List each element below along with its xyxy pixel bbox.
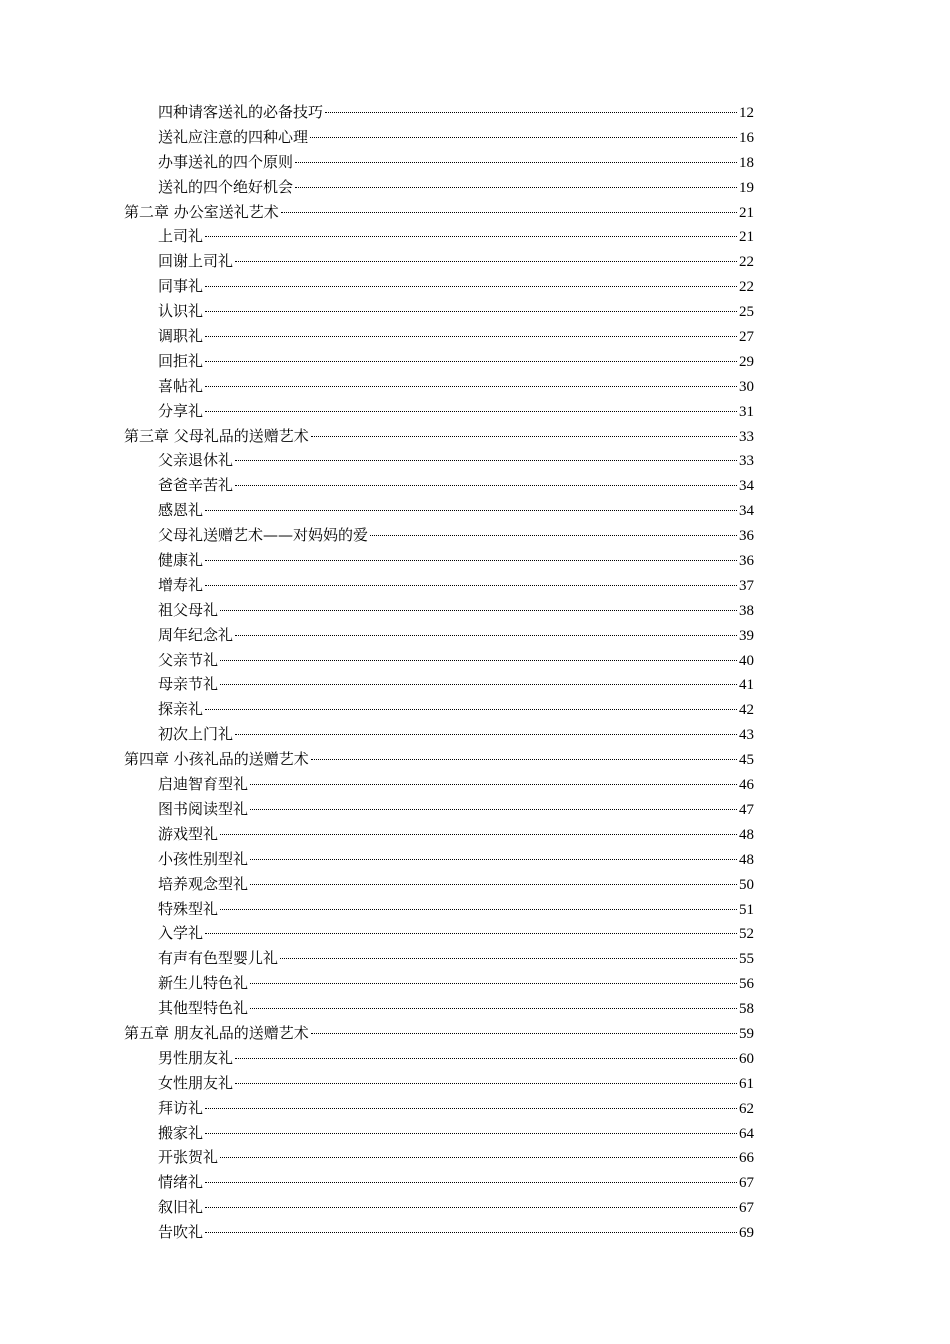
toc-section-entry[interactable] (124, 125, 754, 150)
toc-page-number: 60 (739, 1050, 754, 1067)
toc-chapter-entry[interactable] (124, 1021, 754, 1046)
toc-page-number: 48 (739, 826, 754, 843)
toc-entry-title: 送礼的四个绝好机会 (158, 177, 294, 196)
toc-dot-leader (205, 411, 737, 412)
toc-section-entry[interactable] (124, 1195, 754, 1220)
toc-dot-leader (295, 162, 737, 163)
toc-page-number: 51 (739, 901, 754, 918)
toc-page-number: 22 (739, 279, 754, 296)
toc-entry-title: 叙旧礼 (158, 1198, 204, 1217)
toc-entry-title: 女性朋友礼 (158, 1073, 234, 1092)
toc-entry-title: 小孩性别型礼 (158, 849, 249, 868)
toc-page-number: 19 (739, 179, 754, 196)
toc-page-number: 67 (739, 1175, 754, 1192)
toc-entry-title: 周年纪念礼 (158, 625, 234, 644)
toc-dot-leader (235, 460, 737, 461)
toc-section-entry[interactable] (124, 697, 754, 722)
toc-entry-title: 四种请客送礼的必备技巧 (158, 103, 324, 121)
toc-entry-title: 调职礼 (158, 327, 204, 346)
toc-dot-leader (205, 585, 737, 586)
toc-dot-leader (235, 1083, 737, 1084)
toc-dot-leader (250, 884, 737, 885)
toc-section-entry[interactable] (124, 523, 754, 548)
toc-dot-leader (205, 1207, 737, 1208)
toc-page-number: 45 (739, 752, 754, 769)
toc-dot-leader (310, 137, 737, 138)
toc-dot-leader (220, 610, 737, 611)
toc-dot-leader (205, 311, 737, 312)
toc-dot-leader (250, 983, 737, 984)
toc-dot-leader (220, 1157, 737, 1158)
toc-entry-title: 第三章 父母礼品的送赠艺术 (124, 426, 309, 445)
toc-dot-leader (205, 336, 737, 337)
toc-section-entry[interactable] (124, 1121, 754, 1146)
toc-dot-leader (280, 958, 737, 959)
toc-section-entry[interactable] (124, 299, 754, 324)
toc-dot-leader (205, 933, 737, 934)
toc-page-number: 47 (739, 801, 754, 818)
toc-section-entry[interactable] (124, 573, 754, 598)
toc-page-number: 41 (739, 677, 754, 694)
toc-entry-title: 情绪礼 (158, 1173, 204, 1192)
toc-dot-leader (205, 386, 737, 387)
toc-section-entry[interactable] (124, 897, 754, 922)
toc-page-number: 42 (739, 702, 754, 719)
toc-entry-title: 有声有色型婴儿礼 (158, 949, 279, 968)
toc-entry-title: 新生儿特色礼 (158, 974, 249, 993)
toc-dot-leader (250, 859, 737, 860)
toc-section-entry[interactable] (124, 1046, 754, 1071)
toc-section-entry[interactable] (124, 1145, 754, 1170)
toc-chapter-entry[interactable] (124, 424, 754, 449)
toc-section-entry[interactable] (124, 722, 754, 747)
toc-page-number: 39 (739, 627, 754, 644)
toc-page-number: 12 (739, 105, 754, 121)
toc-page-number: 61 (739, 1075, 754, 1092)
table-of-contents (124, 100, 754, 1245)
toc-section-entry[interactable] (124, 100, 754, 125)
toc-dot-leader (205, 510, 737, 511)
toc-page-number: 48 (739, 851, 754, 868)
toc-page-number: 22 (739, 254, 754, 271)
toc-dot-leader (205, 286, 737, 287)
toc-dot-leader (281, 212, 737, 213)
toc-section-entry[interactable] (124, 374, 754, 399)
toc-section-entry[interactable] (124, 324, 754, 349)
toc-entry-title: 母亲节礼 (158, 675, 219, 694)
toc-section-entry[interactable] (124, 971, 754, 996)
toc-section-entry[interactable] (124, 1170, 754, 1195)
toc-entry-title: 父母礼送赠艺术——对妈妈的爱 (158, 526, 369, 545)
toc-page-number: 36 (739, 553, 754, 570)
toc-page-number: 52 (739, 926, 754, 943)
toc-section-entry[interactable] (124, 921, 754, 946)
toc-section-entry[interactable] (124, 598, 754, 623)
toc-page-number: 67 (739, 1200, 754, 1217)
toc-entry-title: 感恩礼 (158, 501, 204, 520)
toc-section-entry[interactable] (124, 822, 754, 847)
toc-page-number: 59 (739, 1025, 754, 1042)
toc-dot-leader (235, 1058, 737, 1059)
toc-entry-title: 增寿礼 (158, 575, 204, 594)
toc-section-entry[interactable] (124, 150, 754, 175)
toc-dot-leader (220, 909, 737, 910)
toc-section-entry[interactable] (124, 996, 754, 1021)
toc-dot-leader (205, 1182, 737, 1183)
toc-entry-title: 认识礼 (158, 302, 204, 321)
toc-page-number: 27 (739, 329, 754, 346)
toc-section-entry[interactable] (124, 473, 754, 498)
toc-entry-title: 开张贺礼 (158, 1148, 219, 1167)
toc-dot-leader (250, 809, 737, 810)
toc-entry-title: 第四章 小孩礼品的送赠艺术 (124, 750, 309, 769)
toc-section-entry[interactable] (124, 1071, 754, 1096)
toc-entry-title: 初次上门礼 (158, 725, 234, 744)
toc-dot-leader (311, 436, 737, 437)
toc-dot-leader (205, 1108, 737, 1109)
toc-dot-leader (205, 709, 737, 710)
toc-page-number: 46 (739, 777, 754, 794)
toc-page-number: 29 (739, 353, 754, 370)
toc-section-entry[interactable] (124, 249, 754, 274)
toc-section-entry[interactable] (124, 946, 754, 971)
toc-entry-title: 同事礼 (158, 277, 204, 296)
toc-entry-title: 男性朋友礼 (158, 1048, 234, 1067)
toc-entry-title: 告吹礼 (158, 1223, 204, 1242)
toc-entry-title: 健康礼 (158, 551, 204, 570)
toc-section-entry[interactable] (124, 797, 754, 822)
toc-page-number: 36 (739, 528, 754, 545)
toc-dot-leader (205, 236, 737, 237)
toc-entry-title: 其他型特色礼 (158, 999, 249, 1018)
toc-page-number: 58 (739, 1001, 754, 1018)
toc-entry-title: 探亲礼 (158, 700, 204, 719)
toc-page-number: 18 (739, 154, 754, 171)
toc-entry-title: 上司礼 (158, 227, 204, 246)
toc-entry-title: 爸爸辛苦礼 (158, 476, 234, 495)
toc-chapter-entry[interactable] (124, 747, 754, 772)
toc-section-entry[interactable] (124, 623, 754, 648)
toc-dot-leader (370, 535, 737, 536)
toc-dot-leader (250, 784, 737, 785)
toc-dot-leader (220, 684, 737, 685)
toc-page-number: 21 (739, 229, 754, 246)
toc-section-entry[interactable] (124, 224, 754, 249)
toc-page-number: 34 (739, 478, 754, 495)
toc-entry-title: 第五章 朋友礼品的送赠艺术 (124, 1023, 309, 1042)
toc-section-entry[interactable] (124, 274, 754, 299)
toc-page-number: 30 (739, 378, 754, 395)
toc-entry-title: 特殊型礼 (158, 899, 219, 918)
toc-entry-title: 办事送礼的四个原则 (158, 152, 294, 171)
toc-entry-title: 回拒礼 (158, 351, 204, 370)
toc-page-number: 55 (739, 951, 754, 968)
toc-entry-title: 父亲退休礼 (158, 451, 234, 470)
toc-entry-title: 图书阅读型礼 (158, 799, 249, 818)
toc-page-number: 25 (739, 304, 754, 321)
toc-dot-leader (220, 660, 737, 661)
toc-dot-leader (205, 560, 737, 561)
toc-entry-title: 父亲节礼 (158, 650, 219, 669)
toc-section-entry[interactable] (124, 548, 754, 573)
toc-dot-leader (311, 759, 737, 760)
toc-entry-title: 搬家礼 (158, 1123, 204, 1142)
toc-dot-leader (235, 635, 737, 636)
toc-entry-title: 祖父母礼 (158, 600, 219, 619)
toc-page-number: 38 (739, 602, 754, 619)
toc-page-number: 31 (739, 403, 754, 420)
toc-page-number: 56 (739, 976, 754, 993)
toc-page-number: 33 (739, 428, 754, 445)
toc-section-entry[interactable] (124, 872, 754, 897)
toc-section-entry[interactable] (124, 772, 754, 797)
toc-entry-title: 入学礼 (158, 924, 204, 943)
toc-section-entry[interactable] (124, 175, 754, 200)
toc-section-entry[interactable] (124, 399, 754, 424)
toc-entry-title: 拜访礼 (158, 1098, 204, 1117)
toc-page-number: 34 (739, 503, 754, 520)
toc-dot-leader (235, 261, 737, 262)
toc-section-entry[interactable] (124, 1096, 754, 1121)
toc-page-number: 66 (739, 1150, 754, 1167)
toc-section-entry[interactable] (124, 349, 754, 374)
toc-page-number: 40 (739, 652, 754, 669)
toc-page-number: 21 (739, 204, 754, 221)
toc-page-number: 16 (739, 129, 754, 146)
toc-dot-leader (205, 361, 737, 362)
toc-dot-leader (235, 485, 737, 486)
toc-section-entry[interactable] (124, 847, 754, 872)
toc-dot-leader (205, 1133, 737, 1134)
toc-page-number: 62 (739, 1100, 754, 1117)
toc-section-entry[interactable] (124, 448, 754, 473)
toc-section-entry[interactable] (124, 1220, 754, 1245)
toc-dot-leader (325, 112, 737, 113)
toc-page-number: 33 (739, 453, 754, 470)
toc-entry-title: 启迪智育型礼 (158, 775, 249, 794)
toc-dot-leader (311, 1033, 737, 1034)
toc-dot-leader (220, 834, 737, 835)
toc-entry-title: 第二章 办公室送礼艺术 (124, 202, 279, 221)
toc-dot-leader (250, 1008, 737, 1009)
toc-page-number: 69 (739, 1225, 754, 1242)
toc-entry-title: 分享礼 (158, 401, 204, 420)
toc-entry-title: 喜帖礼 (158, 376, 204, 395)
toc-page-number: 37 (739, 577, 754, 594)
toc-section-entry[interactable] (124, 672, 754, 697)
toc-dot-leader (235, 734, 737, 735)
toc-section-entry[interactable] (124, 648, 754, 673)
toc-dot-leader (295, 187, 737, 188)
toc-page-number: 50 (739, 876, 754, 893)
toc-section-entry[interactable] (124, 498, 754, 523)
toc-page-number: 64 (739, 1125, 754, 1142)
toc-dot-leader (205, 1232, 737, 1233)
toc-entry-title: 回谢上司礼 (158, 252, 234, 271)
toc-entry-title: 送礼应注意的四种心理 (158, 127, 309, 146)
toc-entry-title: 游戏型礼 (158, 824, 219, 843)
toc-chapter-entry[interactable] (124, 200, 754, 225)
toc-entry-title: 培养观念型礼 (158, 874, 249, 893)
toc-page-number: 43 (739, 727, 754, 744)
